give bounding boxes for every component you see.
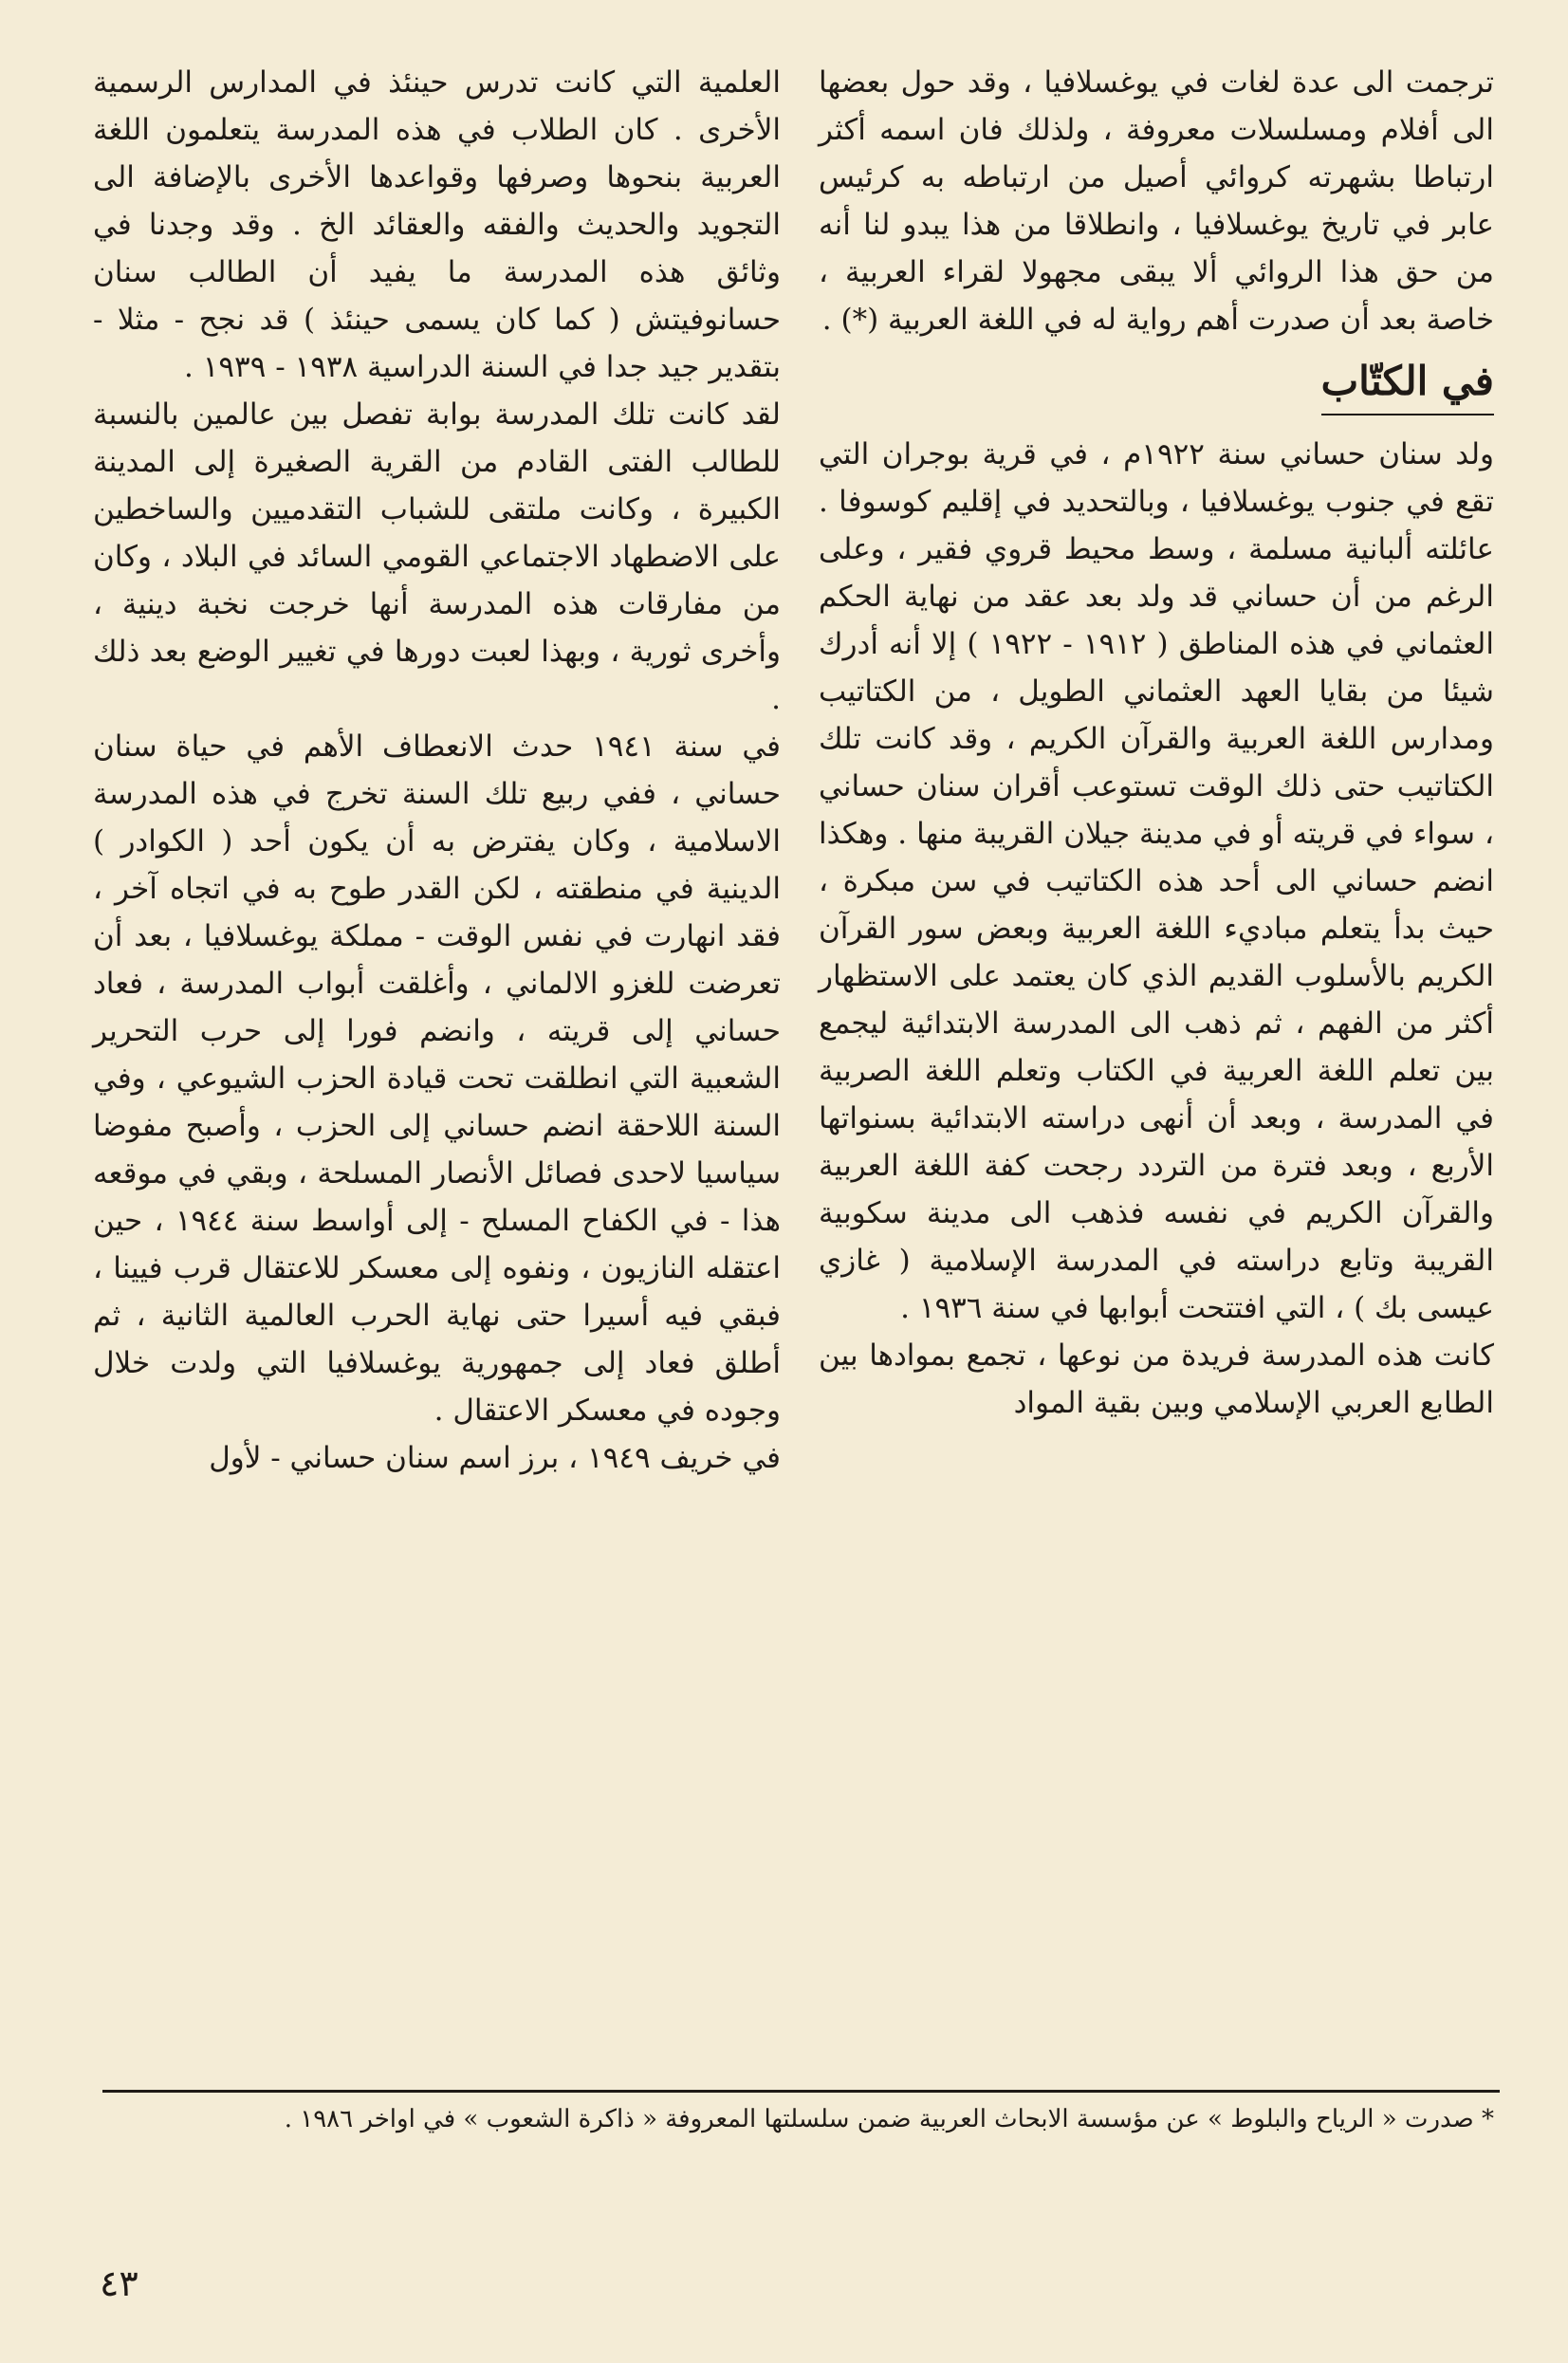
paragraph: ترجمت الى عدة لغات في يوغسلافيا ، وقد حول بعضها الى أفلام ومسلسلات معروفة ، ولذلك فان اسمه أكثر ارتباطا بشهرته كروائي أصيل من ارتباطه به كرئيس عابر في تاريخ يوغسلافيا ، وانطلاقا من هذا يبدو لنا أنه من حق هذا الروائي ألا يبقى مجهولا لقراء العربية ، خاصة بعد أن صدرت أهم رواية له في اللغة العربية (*) . <box>819 65 1494 337</box>
page-number: ٤٣ <box>100 2262 138 2304</box>
paragraph: كانت هذه المدرسة فريدة من نوعها ، تجمع بموادها بين الطابع العربي الإسلامي وبين بقية المواد <box>819 1338 1494 1420</box>
paragraph: ولد سنان حساني سنة ١٩٢٢م ، في قرية بوجران التي تقع في جنوب يوغسلافيا ، وبالتحديد في إقليم كوسوفا . عائلته ألبانية مسلمة ، وسط محيط قروي فقير ، وعلى الرغم من أن حساني قد ولد بعد عقد من نهاية الحكم العثماني في هذه المناطق ( ١٩١٢ - ١٩٢٢ ) إلا أنه أدرك شيئا من بقايا العهد العثماني الطويل ، من الكتاتيب ومدارس اللغة العربية والقرآن الكريم ، وقد كانت تلك الكتاتيب حتى ذلك الوقت تستوعب أقران سنان حساني ، سواء في قريته أو في مدينة جيلان القريبة منها . وهكذا انضم حساني الى أحد هذه الكتاتيب في سن مبكرة ، حيث بدأ يتعلم مباديء اللغة العربية وبعض سور القرآن الكريم بالأسلوب القديم الذي كان يعتمد على الاستظهار أكثر من الفهم ، ثم ذهب الى المدرسة الابتدائية ليجمع بين تعلم اللغة العربية في الكتاب وتعلم اللغة الصربية في المدرسة ، وبعد أن أنهى دراسته الابتدائية بسنواتها الأربع ، وبعد فترة من التردد رجحت كفة اللغة العربية والقرآن الكريم في نفسه فذهب الى مدينة سكوبية القريبة وتابع دراسته في المدرسة الإسلامية ( غازي عيسى بك ) ، التي افتتحت أبوابها في سنة ١٩٣٦ . <box>819 437 1495 1325</box>
section-heading-text: في الكتّاب <box>1321 353 1494 415</box>
paragraph: لقد كانت تلك المدرسة بوابة تفصل بين عالمين بالنسبة للطالب الفتى القادم من القرية الصغيرة إلى المدينة الكبيرة ، وكانت ملتقى للشباب التقدميين والساخطين على الاضطهاد الاجتماعي القومي السائد في البلاد ، وكان من مفارقات هذه المدرسة أنها خرجت نخبة دينية ، وأخرى ثورية ، وبهذا لعبت دورها في تغيير الوضع بعد ذلك . <box>93 397 781 716</box>
right-column <box>819 59 1494 1427</box>
footnote: * صدرت « الرياح والبلوط » عن مؤسسة الابحاث العربية ضمن سلسلتها المعروفة « ذاكرة الشعوب » في اواخر ١٩٨٦ . <box>284 2105 1494 2133</box>
left-column <box>93 59 781 1482</box>
paragraph: في سنة ١٩٤١ حدث الانعطاف الأهم في حياة سنان حساني ، ففي ربيع تلك السنة تخرج في هذه المدرسة الاسلامية ، وكان يفترض به أن يكون أحد ( الكوادر ) الدينية في منطقته ، لكن القدر طوح به في اتجاه آخر ، فقد انهارت في نفس الوقت - مملكة يوغسلافيا ، بعد أن تعرضت للغزو الالماني ، وأغلقت أبواب المدرسة ، فعاد حساني إلى قريته ، وانضم فورا إلى حرب التحرير الشعبية التي انطلقت تحت قيادة الحزب الشيوعي ، وفي السنة اللاحقة انضم حساني إلى الحزب ، وأصبح مفوضا سياسيا لاحدى فصائل الأنصار المسلحة ، وبقي في موقعه هذا - في الكفاح المسلح - إلى أواسط سنة ١٩٤٤ ، حين اعتقله النازيون ، ونفوه إلى معسكر للاعتقال قرب فيينا ، فبقي فيه أسيرا حتى نهاية الحرب العالمية الثانية ، ثم أطلق فعاد إلى جمهورية يوغسلافيا التي ولدت خلال وجوده في معسكر الاعتقال . <box>93 729 781 1428</box>
footnote-divider <box>102 2090 1500 2093</box>
paragraph: في خريف ١٩٤٩ ، برز اسم سنان حساني - لأول <box>209 1441 781 1475</box>
section-heading <box>819 353 1494 415</box>
paragraph: العلمية التي كانت تدرس حينئذ في المدارس الرسمية الأخرى . كان الطلاب في هذه المدرسة يتعلمون اللغة العربية بنحوها وصرفها وقواعدها الأخرى بالإضافة الى التجويد والحديث والفقه والعقائد الخ . وقد وجدنا في وثائق هذه المدرسة ما يفيد أن الطالب سنان حسانوفيتش ( كما كان يسمى حينئذ ) قد نجح - مثلا - بتقدير جيد جدا في السنة الدراسية ١٩٣٨ - ١٩٣٩ . <box>93 65 781 384</box>
